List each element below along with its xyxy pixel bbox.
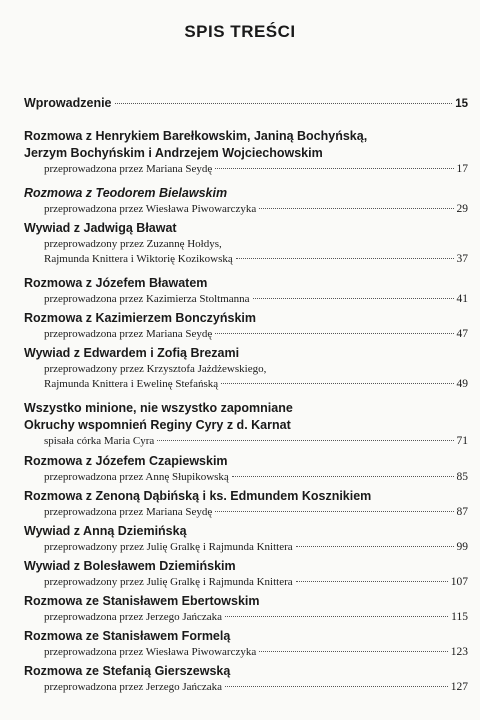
page-title: SPIS TREŚCI xyxy=(184,22,296,41)
entry-title-text: Wywiad z Bolesławem Dziemińskim xyxy=(24,559,236,573)
entry-title-text: Rozmowa ze Stanisławem Formelą xyxy=(24,629,231,643)
entry-byline-text: przeprowadzony przez Julię Gralkę i Rajmunda Knittera xyxy=(44,541,293,553)
entry-byline-text: przeprowadzona przez Jerzego Jańczaka xyxy=(44,681,223,693)
entry-title xyxy=(24,488,468,505)
entry-title-text: Wprowadzenie xyxy=(24,96,112,110)
entry-title-text: Rozmowa z Józefem Czapiewskim xyxy=(24,454,228,468)
entry-byline-text: przeprowadzona przez Mariana Seydę xyxy=(44,506,213,518)
dot-leader xyxy=(157,440,453,441)
dot-leader xyxy=(215,333,453,334)
page-number: 41 xyxy=(456,293,468,305)
entry-title xyxy=(24,558,468,575)
toc-entry xyxy=(24,593,468,625)
entry-title-text: Rozmowa z Henrykiem Barełkowskim, Janiną Bochyńską, xyxy=(24,129,368,143)
entry-title xyxy=(24,453,468,470)
entry-byline xyxy=(24,680,468,695)
dot-leader xyxy=(259,208,453,209)
entry-title xyxy=(24,310,468,327)
entry-title xyxy=(24,628,468,645)
page-number: 87 xyxy=(456,506,468,518)
entry-title-text: Rozmowa ze Stanisławem Ebertowskim xyxy=(24,594,260,608)
entry-byline xyxy=(24,610,468,625)
entry-title xyxy=(24,128,468,145)
entry-title xyxy=(24,400,468,417)
entry-byline-text: przeprowadzona przez Mariana Seydę xyxy=(44,328,213,340)
entry-byline xyxy=(24,327,468,342)
entry-byline xyxy=(24,505,468,520)
page-number: 15 xyxy=(455,98,468,110)
entry-byline xyxy=(24,540,468,555)
toc-entry xyxy=(24,345,468,392)
entry-byline xyxy=(24,470,468,485)
entry-title xyxy=(24,275,468,292)
entry-byline-text: przeprowadzona przez Kazimierza Stoltmanna xyxy=(44,293,250,305)
entry-byline xyxy=(24,162,468,177)
dot-leader xyxy=(253,298,454,299)
entry-byline-text: przeprowadzona przez Jerzego Jańczaka xyxy=(44,611,223,623)
entry-title-text: Rozmowa z Józefem Bławatem xyxy=(24,276,208,290)
entry-title-text: Rozmowa z Teodorem Bielawskim xyxy=(24,186,228,200)
entry-title xyxy=(24,185,468,202)
entry-byline xyxy=(24,362,468,377)
entry-byline-text: Rajmunda Knittera i Wiktorię Kozikowską xyxy=(44,253,233,265)
entry-title-text: Rozmowa ze Stefanią Gierszewską xyxy=(24,664,231,678)
page-number: 37 xyxy=(456,253,468,265)
dot-leader xyxy=(115,103,453,104)
dot-leader xyxy=(296,546,454,547)
toc-entry xyxy=(24,453,468,485)
entry-title-text: Wywiad z Edwardem i Zofią Brezami xyxy=(24,346,240,360)
entry-title-text: Wywiad z Anną Dziemińską xyxy=(24,524,187,538)
dot-leader xyxy=(221,383,453,384)
entry-title-text: Wszystko minione, nie wszystko zapomniane xyxy=(24,401,293,415)
page-number: 29 xyxy=(456,203,468,215)
page-number: 107 xyxy=(450,576,468,588)
toc-entry xyxy=(24,128,468,177)
entry-byline xyxy=(24,377,468,392)
entry-title-text: Rozmowa z Kazimierzem Bonczyńskim xyxy=(24,311,257,325)
toc-entry xyxy=(24,628,468,660)
entry-byline-text: przeprowadzona przez Wiesława Piwowarczyka xyxy=(44,203,257,215)
entry-title xyxy=(24,593,468,610)
toc-entry xyxy=(24,275,468,307)
entry-byline xyxy=(24,252,468,267)
toc-entry xyxy=(24,185,468,217)
entry-byline xyxy=(24,202,468,217)
toc-entry xyxy=(24,488,468,520)
entry-byline xyxy=(24,575,468,590)
entry-title xyxy=(24,663,468,680)
page-number: 49 xyxy=(456,378,468,390)
entry-title-text: Jerzym Bochyńskim i Andrzejem Wojciechowskim xyxy=(24,146,323,160)
toc-entry xyxy=(24,95,468,113)
dot-leader xyxy=(259,651,448,652)
entry-byline-text: przeprowadzony przez Julię Gralkę i Rajmunda Knittera xyxy=(44,576,293,588)
dot-leader xyxy=(296,581,448,582)
toc-entry xyxy=(24,310,468,342)
entry-title-text: Wywiad z Jadwigą Bławat xyxy=(24,221,177,235)
page-number: 123 xyxy=(450,646,468,658)
entry-byline xyxy=(24,237,468,252)
entry-byline-text: przeprowadzony przez Zuzannę Hołdys, xyxy=(44,238,222,250)
toc-entry xyxy=(24,523,468,555)
page-number: 71 xyxy=(456,435,468,447)
entry-byline xyxy=(24,645,468,660)
entry-title xyxy=(24,523,468,540)
page-number: 99 xyxy=(456,541,468,553)
toc-entry xyxy=(24,558,468,590)
page-number: 127 xyxy=(450,681,468,693)
toc-entry xyxy=(24,663,468,695)
entry-byline-text: przeprowadzona przez Wiesława Piwowarczyka xyxy=(44,646,257,658)
entry-byline xyxy=(24,434,468,449)
dot-leader xyxy=(215,168,453,169)
dot-leader xyxy=(232,476,454,477)
entry-title-text: Rozmowa z Zenoną Dąbińską i ks. Edmundem Kosznikiem xyxy=(24,489,372,503)
dot-leader xyxy=(225,686,448,687)
entry-byline-text: spisała córka Maria Cyra xyxy=(44,435,155,447)
page-number: 85 xyxy=(456,471,468,483)
entry-byline-text: przeprowadzona przez Mariana Seydę xyxy=(44,163,213,175)
entry-byline xyxy=(24,292,468,307)
dot-leader xyxy=(215,511,453,512)
entry-byline-text: przeprowadzony przez Krzysztofa Jażdżewskiego, xyxy=(44,363,267,375)
page-number: 115 xyxy=(451,611,468,623)
entry-title xyxy=(24,95,468,113)
toc-entry xyxy=(24,220,468,267)
page-number: 47 xyxy=(456,328,468,340)
dot-leader xyxy=(236,258,454,259)
entry-byline-text: Rajmunda Knittera i Ewelinę Stefańską xyxy=(44,378,219,390)
page-number: 17 xyxy=(456,163,468,175)
entry-title xyxy=(24,417,468,434)
entry-title xyxy=(24,145,468,162)
entry-title xyxy=(24,345,468,362)
entry-byline-text: przeprowadzona przez Annę Słupikowską xyxy=(44,471,229,483)
entry-title-text: Okruchy wspomnień Reginy Cyry z d. Karnat xyxy=(24,418,291,432)
dot-leader xyxy=(225,616,448,617)
entry-title xyxy=(24,220,468,237)
toc-entry xyxy=(24,400,468,449)
